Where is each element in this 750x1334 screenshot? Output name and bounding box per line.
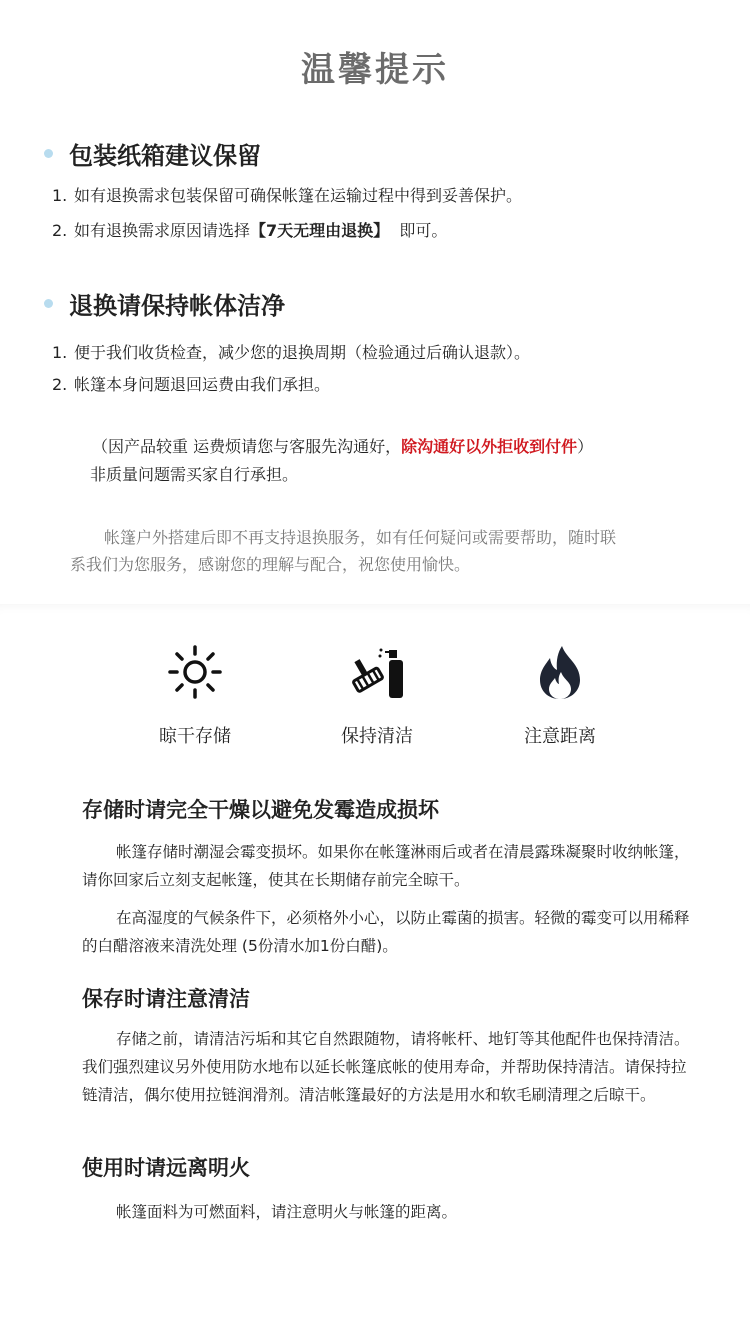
list-number: 2. [52,375,68,394]
section-heading-clean-return [44,286,285,321]
care-label: 保持清洁 [341,726,413,747]
section-heading-text: 包装纸箱建议保留 [69,142,261,170]
care-heading-storage: 存储时请完全干燥以避免发霉造成损坏 [82,798,439,822]
list-text: 便于我们收货检查，减少您的退换周期（检验通过后确认退款）。 [74,343,531,362]
bullet-dot-icon [44,299,53,308]
return-option-highlight: 【7天无理由退换】 [250,221,390,240]
care-label: 晾干存储 [159,726,231,747]
care-paragraph: 在高湿度的气候条件下，必须格外小心，以防止霉菌的损害。轻微的霉变可以用稀释的白醋溶液来清洗处理 (5份清水加1份白醋)。 [82,909,690,955]
list-text: 如有退换需求原因请选择 [74,221,251,240]
care-paragraph: 帐篷面料为可燃面料，请注意明火与帐篷的距离。 [116,1203,458,1221]
care-heading-cleaning: 保存时请注意清洁 [82,987,250,1011]
care-paragraph: 存储之前，请清洁污垢和其它自然跟随物，请将帐杆、地钉等其他配件也保持清洁。我们强烈建议另外使用防水地布以延长帐篷底帐的使用寿命，并帮助保持清洁。请保持拉链清洁，偶尔使用拉链润滑剂。清洁帐篷最好的方法是用水和软毛刷清理之后晾干。 [82,1030,690,1104]
shipping-note-text: （因产品较重 运费烦请您与客服先沟通好， [92,437,402,456]
list-item [52,183,522,206]
fire-icon [536,644,584,700]
section-heading-packaging [44,136,261,171]
footer-note-line2: 系我们为您服务，感谢您的理解与配合，祝您使用愉快。 [70,555,471,574]
list-text: 帐篷本身问题退回运费由我们承担。 [74,375,331,394]
list-item [52,372,330,395]
list-text-suffix: 即可。 [389,221,448,240]
list-text: 如有退换需求包装保留可确保帐篷在运输过程中得到妥善保护。 [74,186,523,205]
care-item-fire [480,644,640,748]
care-label: 注意距离 [524,726,596,747]
shipping-note [92,434,593,457]
list-item [52,340,530,363]
list-number: 1. [52,343,68,362]
section-heading-text: 退换请保持帐体洁净 [69,292,285,320]
bullet-dot-icon [44,149,53,158]
sun-icon [167,644,223,700]
care-item-dry [115,644,275,748]
cleaning-icon [345,644,409,700]
footer-note-line1: 帐篷户外搭建后即不再支持退换服务，如有任何疑问或需要帮助，随时联 [104,528,617,547]
care-paragraph: 帐篷存储时潮湿会霉变损坏。如果你在帐篷淋雨后或者在清晨露珠凝聚时收纳帐篷，请你回家后立刻支起帐篷，使其在长期储存前完全晾干。 [82,843,690,889]
care-heading-fire: 使用时请远离明火 [82,1156,250,1180]
list-item [52,218,447,241]
shipping-note-close: ） [577,437,594,456]
page-title: 温馨提示 [301,50,449,90]
shipping-note-line2: 非质量问题需买家自行承担。 [90,465,299,484]
shipping-warning: 除沟通好以外拒收到付件 [401,437,578,456]
care-item-clean [297,644,457,748]
list-number: 1. [52,186,68,205]
care-instructions-panel [0,604,750,1334]
list-number: 2. [52,221,68,240]
